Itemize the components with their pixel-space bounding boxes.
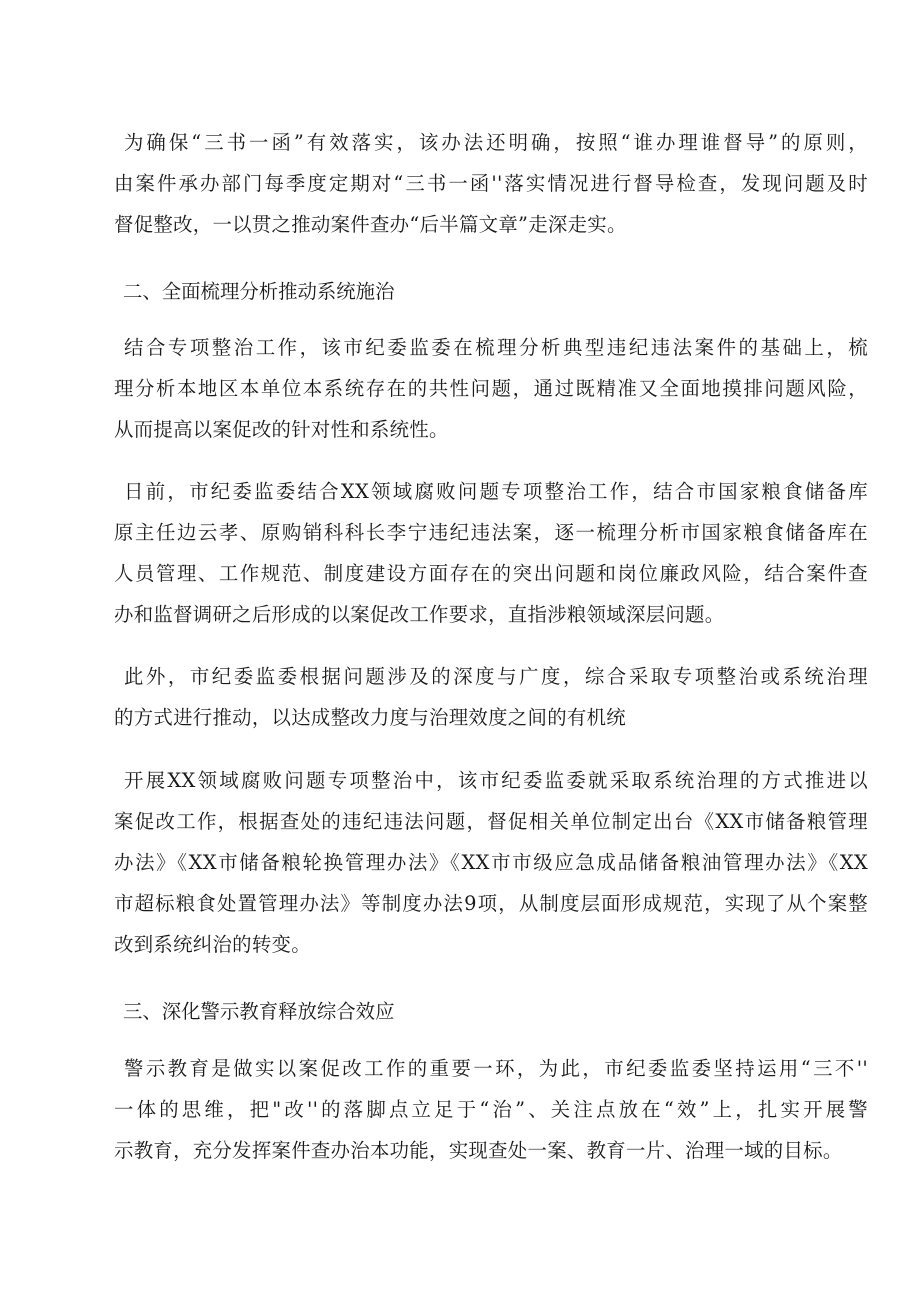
text-line: 警示教育是做实以案促改工作的重要一环，为此，市纪委监委坚持运用“三不'' bbox=[124, 1057, 868, 1080]
text-line: 原主任边云孝、原购销科科长李宁违纪违法案，逐一梳理分析市国家粮食储备库在 bbox=[114, 521, 868, 544]
text-line: 督促整改，一以贯之推动案件查办“后半篇文章”走深走实。 bbox=[114, 213, 627, 236]
text-line: 办法》《XX市储备粮轮换管理办法》《XX市市级应急成品储备粮油管理办法》《XX bbox=[114, 851, 868, 874]
text-line: 开展XX领域腐败问题专项整治中，该市纪委监委就采取系统治理的方式推进以 bbox=[124, 769, 868, 792]
text-line: 由案件承办部门每季度定期对“三书一函''落实情况进行督导检查，发现问题及时 bbox=[114, 172, 868, 195]
paragraph-warning-education bbox=[114, 1048, 868, 1171]
text-line: 办和监督调研之后形成的以案促改工作要求，直指涉粮领域深层问题。 bbox=[114, 603, 725, 626]
text-line: 市超标粮食处置管理办法》等制度办法9项，从制度层面形成规范，实现了从个案整 bbox=[114, 892, 868, 915]
text-line: 结合专项整治工作，该市纪委监委在梳理分析典型违纪违法案件的基础上，梳 bbox=[124, 336, 868, 359]
section-heading-2: 二、全面梳理分析推动系统施治 bbox=[123, 280, 395, 303]
text-line: 一体的思维，把"改''的落脚点立足于“治”、关注点放在“效”上，扎实开展警 bbox=[114, 1098, 868, 1121]
text-line: 改到系统纠治的转变。 bbox=[114, 933, 311, 956]
text-line: 案促改工作，根据查处的违纪违法问题，督促相关单位制定出台《XX市储备粮管理 bbox=[114, 810, 868, 833]
section-heading-3: 三、深化警示教育释放综合效应 bbox=[123, 1000, 395, 1023]
text-line: 的方式进行推动，以达成整改力度与治理效度之间的有机统 bbox=[114, 706, 626, 729]
paragraph-system-governance bbox=[114, 760, 868, 965]
text-line: 人员管理、工作规范、制度建设方面存在的突出问题和岗位廉政风险，结合案件查 bbox=[114, 562, 868, 585]
text-line: 此外，市纪委监委根据问题涉及的深度与广度，综合采取专项整治或系统治理 bbox=[124, 665, 868, 688]
text-line: 理分析本地区本单位本系统存在的共性问题，通过既精准又全面地摸排问题风险， bbox=[114, 377, 868, 400]
text-line: 从而提高以案促改的针对性和系统性。 bbox=[114, 418, 449, 441]
paragraph-depth-breadth bbox=[114, 656, 868, 738]
text-line: 日前，市纪委监委结合XX领域腐败问题专项整治工作，结合市国家粮食储备库 bbox=[124, 480, 868, 503]
text-line: 为确保“三书一函”有效落实，该办法还明确，按照“谁办理谁督导”的原则， bbox=[124, 131, 868, 154]
paragraph-special-rectification bbox=[114, 327, 868, 450]
paragraph-grain-reserve bbox=[114, 471, 868, 635]
paragraph-supervision bbox=[114, 122, 868, 245]
text-line: 示教育，充分发挥案件查办治本功能，实现查处一案、教育一片、治理一域的目标。 bbox=[114, 1139, 843, 1162]
